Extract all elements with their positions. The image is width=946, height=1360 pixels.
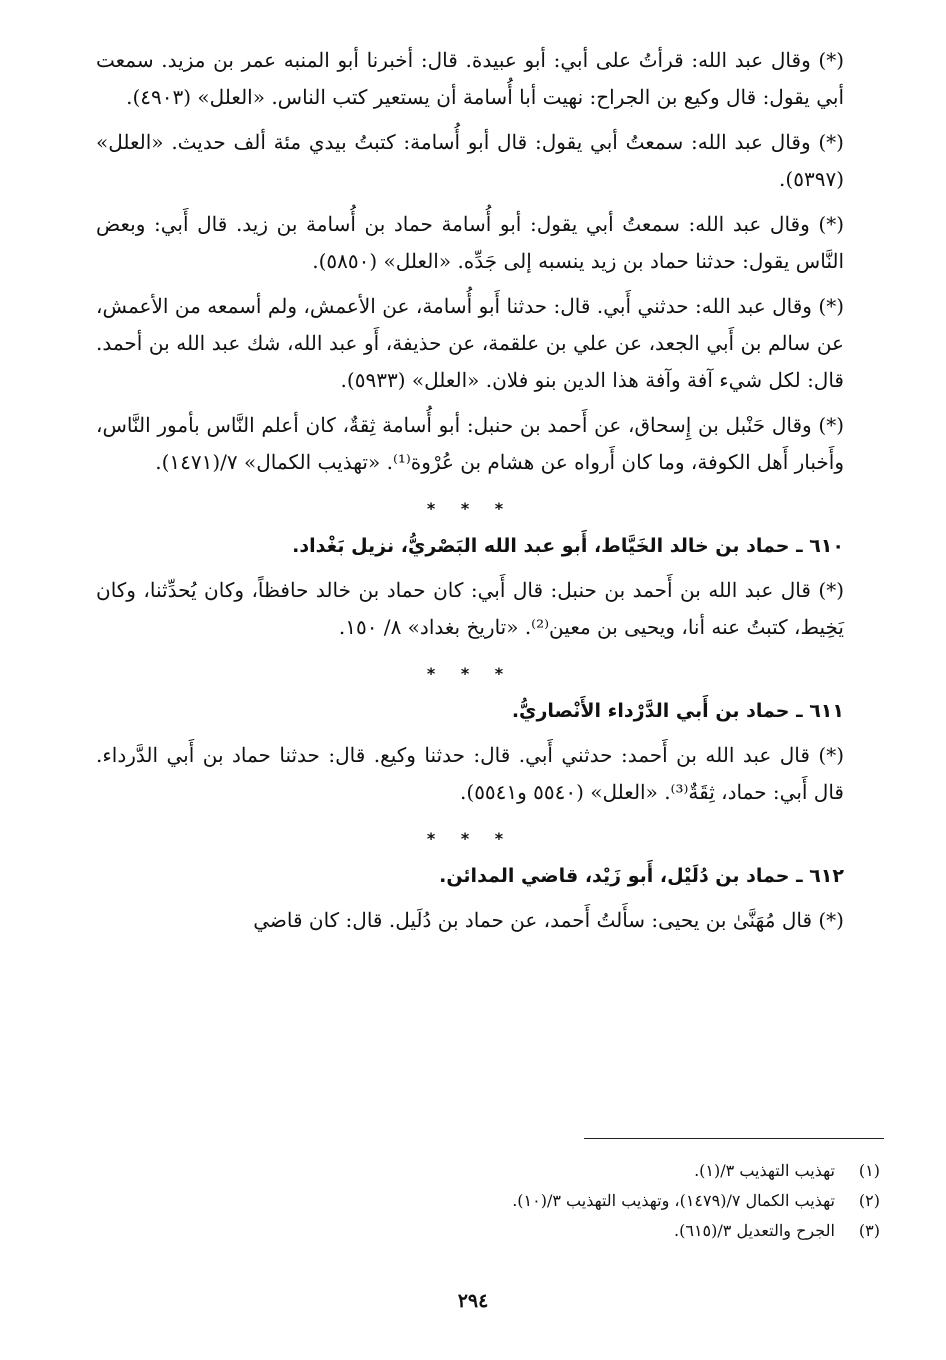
entry-paragraph: (*) وقال عبد الله: حدثني أَبي. قال: حدثنا أَبو أُسامة، عن الأعمش، ولم أسمعه من الأعمش، عن سالم بن أَبي الجعد، عن علي بن علقمة، عن حذيفة، أَو عبد الله، شك عبد الله بن أحمد. قال: لكل شيء آفة وآفة هذا الدين بنو فلان. «العلل» (٥٩٣٣). [96,294,844,392]
section-heading-612: ٦١٢ ـ حماد بن دُلَيْل، أَبو زَيْد، قاضي المدائن. [439,865,844,887]
footnote-number: (٢) [858,1191,880,1210]
entry-paragraph: (*) قال مُهَنَّىٰ بن يحيى: سأَلتُ أَحمد، عن حماد بن دُلَيل. قال: كان قاضي [253,908,844,932]
footnote-divider [584,1138,884,1139]
footnote-text: تهذيب التهذيب ٣/(١). [694,1161,835,1180]
entry-paragraph: (*) قال عبد الله بن أَحمد بن حنبل: قال أَبي: كان حماد بن خالد حافظاً، وكان يُحدِّثنا، وكان يَخِيط، كتبتُ عنه أنا، ويحيى بن معين⁽²⁾. «تاريخ بغداد» ٨/ ١٥٠. [96,578,844,639]
footnotes [300,1156,880,1246]
footnote-text: الجرح والتعديل ٣/(٦١٥). [674,1221,835,1240]
footnote-text: تهذيب الكمال ٧/(١٤٧٩)، وتهذيب التهذيب ٣/(١٠). [512,1191,835,1210]
entry-paragraph: (*) وقال عبد الله: سمعتُ أبي يقول: أبو أُسامة حماد بن أُسامة بن زيد. قال أَبي: وبعض النَّاس يقول: حدثنا حماد بن زيد ينسبه إلى جَدِّه. «العلل» (٥٨٥٠). [96,212,844,273]
page-number: ٢٩٤ [457,1290,489,1312]
section-separator: * * * [426,499,514,518]
footnote [300,1156,880,1186]
footnote-number: (١) [858,1161,880,1180]
entry-paragraph: (*) وقال عبد الله: سمعتُ أبي يقول: قال أبو أُسامة: كتبتُ بيدي مئة ألف حديث. «العلل» (٥٣٩٧). [96,130,844,191]
page-body [96,42,844,947]
entry-paragraph: (*) وقال حَنْبل بن إِسحاق، عن أَحمد بن حنبل: أبو أُسامة ثِقةٌ، كان أعلم النَّاس بأمور النَّاس، وأَخبار أَهل الكوفة، وما كان أَرواه عن هشام بن عُرْوة⁽¹⁾. «تهذيب الكمال» ٧/(١٤٧١). [96,413,844,474]
section-heading-610: ٦١٠ ـ حماد بن خالد الخَيَّاط، أَبو عبد الله البَصْريُّ، نزيل بَغْداد. [292,535,844,557]
footnote [300,1186,880,1216]
footnote-number: (٣) [858,1221,880,1240]
section-separator: * * * [426,664,514,683]
section-separator: * * * [426,829,514,848]
entry-paragraph: (*) وقال عبد الله: قرأتُ على أبي: أبو عبيدة. قال: أخبرنا أبو المنبه عمر بن مزيد. سمعت أبي يقول: قال وكيع بن الجراح: نهيت أبا أُسامة أن يستعير كتب الناس. «العلل» (٤٩٠٣). [96,48,844,109]
entry-paragraph: (*) قال عبد الله بن أَحمد: حدثني أَبي. قال: حدثنا وكيع. قال: حدثنا حماد بن أَبي الدَّرداء. قال أَبي: حماد، ثِقَةٌ⁽³⁾. «العلل» (٥٥٤٠ و٥٥٤١). [96,743,844,804]
section-heading-611: ٦١١ ـ حماد بن أَبي الدَّرْداء الأَنْصاريُّ. [511,700,844,722]
footnote [300,1216,880,1246]
